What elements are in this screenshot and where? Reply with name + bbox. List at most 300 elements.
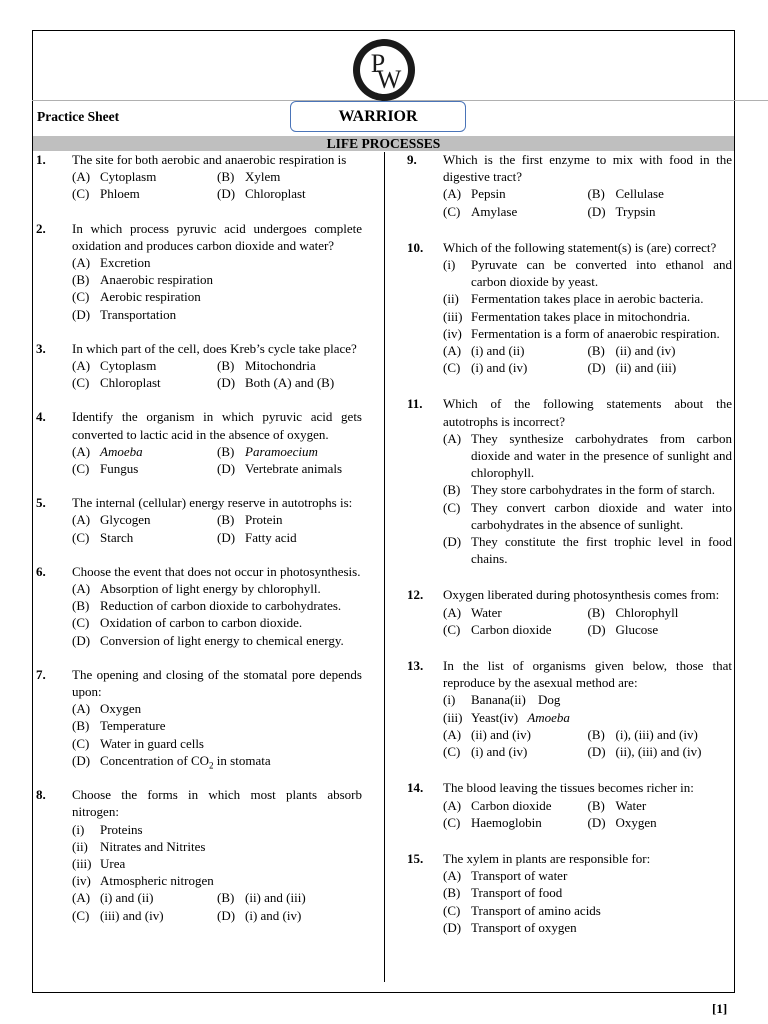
text-part: (i) and (ii) (471, 343, 525, 359)
question-body (443, 779, 732, 831)
logo-letter-w: W (376, 65, 402, 94)
option-text (471, 499, 732, 533)
option-label: (A) (72, 443, 91, 459)
option (217, 907, 362, 924)
sub-item-label: (iii) (72, 855, 92, 871)
option-row (443, 743, 732, 760)
question-number: 1. (36, 152, 46, 167)
option-row (72, 460, 362, 477)
question-stem: Which of the following statements about the autotrophs is incorrect? (443, 396, 732, 429)
option-row (443, 709, 732, 726)
text-part: Absorption of light energy by chlorophyll. (100, 581, 321, 597)
sub-item (443, 290, 732, 307)
text-part: Aerobic respiration (100, 289, 201, 305)
option-text (616, 621, 733, 638)
question-number: 10. (407, 239, 424, 255)
option-label: (A) (72, 581, 91, 597)
option (72, 632, 362, 649)
option (443, 430, 732, 482)
option-label: (A) (443, 726, 462, 742)
option-label: (D) (217, 461, 236, 477)
question-body (72, 408, 362, 477)
text-part: (ii) and (iv) (615, 343, 676, 359)
option-label: (D) (217, 907, 236, 923)
option-label: (D) (587, 744, 606, 760)
text-part: Reduction of carbon dioxide to carbohydrates. (100, 598, 342, 614)
text-part: Carbon dioxide (471, 797, 552, 813)
option-label: (C) (443, 814, 461, 830)
option-text (471, 430, 732, 482)
sub-item-label: (i) (443, 692, 456, 708)
option (217, 511, 362, 528)
text-part: Urea (100, 855, 126, 871)
option (72, 907, 217, 924)
option-text (100, 168, 217, 185)
option-text (616, 342, 733, 359)
option-label: (D) (587, 814, 606, 830)
option-label: (C) (443, 621, 461, 637)
question-stem: Identify the organism in which pyruvic acid gets converted to lactic acid in the absence of oxygen. (72, 409, 362, 442)
question-6 (36, 563, 362, 649)
sub-item-label: (ii) (443, 291, 459, 307)
option-row (443, 726, 732, 743)
question-number: 6. (36, 563, 46, 579)
option-label: (C) (72, 529, 90, 545)
text-part: Amylase (471, 203, 518, 219)
text-part: Glucose (615, 621, 659, 637)
question-10 (407, 239, 732, 377)
option-label: (D) (72, 752, 91, 768)
option-label: (D) (72, 632, 91, 648)
option (72, 168, 217, 185)
option (72, 443, 217, 460)
sub-item (72, 872, 362, 889)
sub-item-label: (ii) (509, 692, 526, 708)
option-label: (A) (443, 797, 462, 813)
option-text (245, 460, 362, 477)
column-divider (384, 152, 385, 982)
option-text (471, 884, 732, 901)
logo-letter-p: P (370, 49, 386, 78)
option-text (100, 907, 217, 924)
option-label: (C) (443, 902, 461, 918)
option-text (245, 185, 362, 202)
question-number: 3. (36, 340, 46, 356)
option (588, 726, 733, 743)
text-part: Excretion (100, 255, 151, 271)
question-9 (407, 151, 732, 220)
option-text (100, 254, 362, 271)
sub-item-text (471, 691, 510, 708)
text-part: Dog (537, 692, 561, 708)
question-stem: Which of the following statement(s) is (are) correct? (443, 239, 717, 255)
option-row (72, 357, 362, 374)
text-part: Transport of food (471, 885, 563, 901)
text-part: Atmospheric nitrogen (100, 873, 214, 889)
text-part: Chloroplast (245, 186, 306, 202)
option-label: (A) (72, 358, 91, 374)
option-label: (C) (443, 499, 461, 515)
option-label: (B) (72, 718, 90, 734)
option (588, 604, 733, 621)
question-stem: The blood leaving the tissues becomes richer in: (443, 780, 694, 796)
sub-item (72, 821, 362, 838)
option-row (443, 185, 732, 202)
text-part: Transport of amino acids (471, 902, 601, 918)
question-number: 7. (36, 666, 46, 682)
option-text (100, 614, 362, 631)
option-label: (A) (443, 868, 462, 884)
sub-item (443, 256, 732, 290)
option-text (471, 185, 588, 202)
option-label: (C) (72, 735, 90, 751)
text-part: (i), (iii) and (iv) (615, 726, 698, 742)
option-text (471, 743, 588, 760)
option-text (245, 168, 362, 185)
text-part: They constitute the first trophic level in food chains. (471, 534, 732, 567)
question-stem: The opening and closing of the stomatal pore depends upon: (72, 666, 362, 700)
option (588, 814, 733, 831)
option-text (100, 752, 362, 769)
text-part: Amoeba (527, 709, 570, 725)
sub-item (72, 838, 362, 855)
question-number: 14. (407, 780, 424, 796)
text-part: Haemoglobin (471, 814, 542, 830)
option (443, 499, 732, 533)
option (217, 357, 362, 374)
text-part: Proteins (100, 821, 143, 837)
question-stem: Which is the first enzyme to mix with food in the digestive tract? (443, 152, 732, 185)
option-label: (D) (72, 306, 91, 322)
option-text (616, 814, 733, 831)
option (443, 743, 588, 760)
question-body (72, 563, 362, 649)
option-text (100, 529, 217, 546)
question-body (72, 786, 362, 924)
option-text (471, 359, 588, 376)
text-part: Water (471, 604, 502, 620)
option-row (72, 907, 362, 924)
option-label: (C) (72, 186, 90, 202)
sub-item (72, 855, 362, 872)
question-15 (407, 850, 732, 936)
text-part: Water in guard cells (100, 735, 204, 751)
option-label: (A) (72, 890, 91, 906)
text-part: Chlorophyll (615, 604, 679, 620)
option (443, 185, 588, 202)
option-label: (C) (443, 203, 461, 219)
option-label: (A) (443, 604, 462, 620)
option-text (100, 306, 362, 323)
option-text (245, 889, 362, 906)
text-part: Fermentation is a form of anaerobic respiration. (471, 325, 720, 341)
option-row (443, 621, 732, 638)
pw-logo (352, 38, 416, 102)
text-part: Amoeba (100, 443, 143, 459)
option (72, 306, 362, 323)
question-number: 8. (36, 787, 46, 803)
option-text (471, 814, 588, 831)
text-part: Banana (471, 692, 510, 708)
option-row (72, 889, 362, 906)
question-number: 4. (36, 409, 46, 425)
option-label: (D) (217, 375, 236, 391)
text-part: Starch (100, 529, 134, 545)
sub-item-text (471, 325, 732, 342)
option-text (100, 597, 362, 614)
sub-item (510, 691, 560, 708)
option (72, 735, 362, 752)
option-text (471, 604, 588, 621)
option-label: (C) (72, 289, 90, 305)
text-part: Transport of oxygen (471, 919, 577, 935)
question-number: 2. (36, 220, 46, 236)
option-row (443, 604, 732, 621)
option-label: (A) (443, 430, 462, 446)
option (443, 604, 588, 621)
option (72, 752, 362, 769)
question-5 (36, 494, 362, 546)
question-stem: Oxygen liberated during photosynthesis comes from: (443, 587, 720, 603)
option (217, 889, 362, 906)
question-body (443, 657, 732, 760)
option-text (100, 700, 362, 717)
option-label: (D) (443, 919, 462, 935)
text-part: (i) and (iv) (471, 360, 528, 376)
option-label: (B) (587, 343, 605, 359)
question-body (72, 151, 362, 203)
sub-item-text (100, 821, 362, 838)
question-body (443, 850, 732, 936)
sub-item-label: (i) (72, 821, 85, 837)
option-label: (C) (72, 375, 90, 391)
option-row (72, 168, 362, 185)
option-label: (B) (443, 885, 461, 901)
text-part: Conversion of light energy to chemical energy. (100, 632, 344, 648)
option-text (471, 203, 588, 220)
option-text (471, 621, 588, 638)
option-row (72, 529, 362, 546)
question-body (72, 340, 362, 392)
text-part: (ii) and (iv) (471, 726, 531, 742)
option-label: (B) (443, 482, 461, 498)
question-8 (36, 786, 362, 924)
option-label: (A) (443, 343, 462, 359)
text-part: Fermentation takes place in mitochondria. (471, 308, 691, 324)
option-text (616, 185, 733, 202)
text-part: Transportation (100, 306, 177, 322)
text-part: Pepsin (471, 186, 506, 202)
option-text (100, 889, 217, 906)
question-4 (36, 408, 362, 477)
option-row (443, 342, 732, 359)
option (72, 580, 362, 597)
option-text (616, 359, 733, 376)
option (443, 867, 732, 884)
sub-item-text (471, 290, 732, 307)
option-row (72, 443, 362, 460)
option-label: (D) (587, 203, 606, 219)
option-text (100, 271, 362, 288)
text-part: Fungus (100, 461, 139, 477)
option (588, 621, 733, 638)
text-part: Temperature (100, 718, 166, 734)
option (217, 460, 362, 477)
option-label: (B) (587, 726, 605, 742)
option (443, 814, 588, 831)
option-text (100, 735, 362, 752)
option-label: (B) (217, 169, 235, 185)
text-part: Oxidation of carbon to carbon dioxide. (100, 615, 303, 631)
text-part: Both (A) and (B) (245, 375, 335, 391)
option-text (471, 342, 588, 359)
sub-item-text (100, 838, 362, 855)
question-1 (36, 151, 362, 203)
option (443, 621, 588, 638)
option-text (100, 374, 217, 391)
option (443, 533, 732, 567)
option (588, 743, 733, 760)
option-text (245, 357, 362, 374)
option (72, 511, 217, 528)
sub-item-text (471, 308, 732, 325)
question-number: 11. (407, 396, 423, 412)
sub-item-label: (iv) (443, 325, 462, 341)
sub-item-label: (iv) (499, 709, 519, 725)
option-label: (A) (72, 169, 91, 185)
sub-item (499, 709, 570, 726)
option (443, 481, 732, 498)
option-row (443, 691, 732, 708)
option-text (471, 797, 588, 814)
option-text (100, 443, 217, 460)
question-14 (407, 779, 732, 831)
option-label: (D) (217, 186, 236, 202)
question-stem: Choose the event that does not occur in photosynthesis. (72, 563, 361, 579)
option (72, 889, 217, 906)
option (443, 342, 588, 359)
text-part: Pyruvate can be converted into ethanol and carbon dioxide by yeast. (471, 257, 732, 290)
text-part: (i) and (iv) (471, 744, 528, 760)
text-part: Cytoplasm (100, 169, 157, 185)
option-label: (C) (72, 615, 90, 631)
question-stem: The site for both aerobic and anaerobic respiration is (72, 152, 347, 167)
option-text (100, 717, 362, 734)
option (443, 919, 732, 936)
sub-item-label: (i) (443, 257, 456, 273)
option-row (72, 374, 362, 391)
question-3 (36, 340, 362, 392)
text-part: They convert carbon dioxide and water into carbohydrates in the absence of sunlight. (471, 499, 732, 532)
sub-item (443, 325, 732, 342)
sub-item-text (100, 855, 362, 872)
option (72, 288, 362, 305)
option-label: (C) (443, 360, 461, 376)
question-body (72, 220, 362, 323)
practice-sheet-label: Practice Sheet (37, 109, 120, 124)
sub-item-text (100, 872, 362, 889)
subscript: 2 (209, 760, 214, 771)
text-part: in stomata (213, 752, 271, 768)
option-label: (A) (72, 701, 91, 717)
text-part: (iii) and (iv) (100, 907, 164, 923)
option-label: (D) (217, 529, 236, 545)
question-body (72, 666, 362, 769)
question-13 (407, 657, 732, 760)
text-part: Fermentation takes place in aerobic bacteria. (471, 291, 704, 307)
option-label: (A) (443, 186, 462, 202)
option-label: (D) (443, 534, 462, 550)
question-body (72, 494, 362, 546)
option-label: (B) (587, 797, 605, 813)
question-body (443, 239, 732, 377)
option-row (72, 511, 362, 528)
question-stem: In which part of the cell, does Kreb’s cycle take place? (72, 340, 357, 356)
option (443, 797, 588, 814)
question-number: 9. (407, 152, 417, 167)
option-label: (C) (443, 744, 461, 760)
option-label: (D) (587, 360, 606, 376)
text-part: Carbon dioxide (471, 621, 552, 637)
text-part: Protein (245, 512, 283, 528)
option-text (616, 604, 733, 621)
sub-item-text (527, 709, 570, 726)
option (72, 597, 362, 614)
chapter-banner: LIFE PROCESSES (33, 136, 734, 151)
sub-item (443, 709, 499, 726)
text-part: Cellulase (615, 186, 664, 202)
option-row (443, 814, 732, 831)
option-row (72, 185, 362, 202)
option (443, 203, 588, 220)
option-text (616, 203, 733, 220)
option-text (100, 185, 217, 202)
option-text (245, 443, 362, 460)
option-text (245, 511, 362, 528)
text-part: Oxygen (100, 701, 142, 717)
option-text (245, 374, 362, 391)
option (443, 884, 732, 901)
text-part: Paramoecium (245, 443, 318, 459)
text-part: (ii), (iii) and (iv) (615, 744, 702, 760)
text-part: Chloroplast (100, 375, 161, 391)
option-label: (C) (72, 907, 90, 923)
text-part: Oxygen (615, 814, 657, 830)
option-label: (B) (217, 512, 235, 528)
option (588, 203, 733, 220)
text-part: Vertebrate animals (245, 461, 343, 477)
text-part: (ii) and (iii) (245, 890, 306, 906)
text-part: Anaerobic respiration (100, 272, 213, 288)
option (72, 717, 362, 734)
option (72, 460, 217, 477)
left-column (36, 151, 362, 924)
option-label: (B) (72, 272, 90, 288)
question-number: 12. (407, 587, 424, 603)
option (72, 614, 362, 631)
option-text (100, 580, 362, 597)
page-number: [1] (712, 1001, 728, 1016)
option-text (471, 726, 588, 743)
option (443, 902, 732, 919)
text-part: Glycogen (100, 512, 151, 528)
text-part: Transport of water (471, 868, 568, 884)
option-text (100, 460, 217, 477)
option-label: (C) (72, 461, 90, 477)
question-stem: In which process pyruvic acid undergoes complete oxidation and produces carbon dioxide and water? (72, 220, 362, 253)
option (443, 726, 588, 743)
text-part: Phloem (100, 186, 140, 202)
